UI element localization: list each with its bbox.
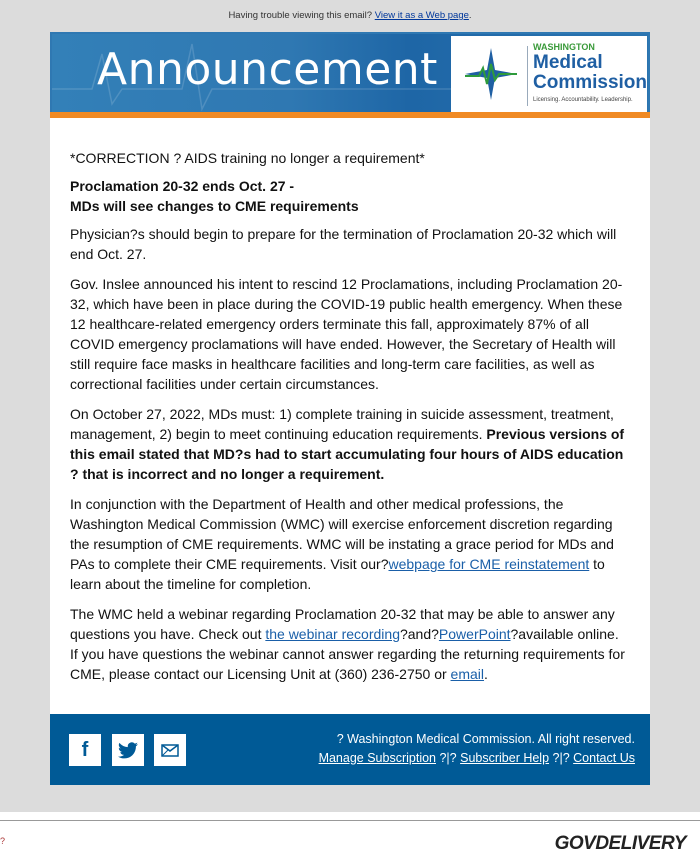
headline-line2: MDs will see changes to CME requirements <box>70 198 359 214</box>
footer <box>50 714 650 785</box>
contact-us-link[interactable]: Contact Us <box>573 751 635 765</box>
logo-washington: WASHINGTON <box>533 42 595 52</box>
logo-medical: Medical <box>533 52 603 73</box>
period: . <box>468 10 472 21</box>
paragraph-2: Gov. Inslee announced his intent to rescind 12 Proclamations, including Proclamation 20-32, which have been in place during the COVID-19 public health emergency. When these 12 healthcare-related emergency orders terminate this fall, approximately 87% of all COVID emergency proclamations will have ended. However, the Secretary of Health will still require face masks in healthcare facilities and long-term care facilities, as well as correctional facilities under certain circumstances. <box>70 276 623 392</box>
paragraph-1: Physician?s should begin to prepare for the termination of Proclamation 20-32 which will end Oct. 27. <box>70 226 617 262</box>
email-share-icon[interactable] <box>154 734 186 766</box>
paragraph-4 <box>70 494 630 594</box>
p4-end: to learn about the timeline for completion. <box>70 556 605 592</box>
email-body <box>50 118 650 714</box>
wmc-logo <box>451 36 647 112</box>
banner-title: Announcement <box>97 44 438 95</box>
p3-bold: Previous versions of this email stated that MD?s had to start accumulating four hours of AIDS education ? that is incorrect and no longer a requirement. <box>70 426 625 482</box>
preheader-text: Having trouble viewing this email? <box>228 10 373 21</box>
announcement-banner <box>50 32 650 112</box>
footer-links <box>319 730 635 768</box>
p4-text: In conjunction with the Department of Health and other medical professions, the Washington Medical Commission (WMC) will exercise enforcement discretion regarding the resumption of CME requirements. WMC will be instating a grace period for MDs and PAs to complete their CME requirements. Visit our? <box>70 496 614 572</box>
p3-text: On October 27, 2022, MDs must: 1) complete training in suicide assessment, treatment, management, 2) begin to meet continuing education requirements. <box>70 406 614 442</box>
email-link[interactable]: email <box>450 666 485 682</box>
webinar-recording-link[interactable]: the webinar recording <box>265 626 400 642</box>
logo-commission: Commission <box>533 72 648 93</box>
paragraph-5 <box>70 604 630 684</box>
paragraph-3 <box>70 404 630 484</box>
view-web-page-link[interactable]: View it as a Web page <box>374 10 469 21</box>
subscriber-help-link[interactable]: Subscriber Help <box>460 751 550 765</box>
bottom-bar <box>0 820 700 860</box>
p5-text: The WMC held a webinar regarding Proclamation 20-32 that may be able to answer any questions you have. Check out <box>70 606 615 642</box>
bottom-mark: ? <box>0 836 6 846</box>
p5-and: ?and? <box>399 626 439 642</box>
copyright: ? Washington Medical Commission. All right reserved. <box>336 732 635 746</box>
wmc-logo-icon <box>463 46 519 102</box>
govdelivery-logo[interactable]: GOVDELIVERY <box>554 833 686 854</box>
preheader <box>0 10 700 32</box>
correction-note: *CORRECTION ? AIDS training no longer a requirement* <box>70 150 425 166</box>
headline-line1: Proclamation 20-32 ends Oct. 27 - <box>70 178 295 194</box>
cme-reinstatement-link[interactable]: webpage for CME reinstatement <box>388 556 590 572</box>
twitter-icon[interactable] <box>112 734 144 766</box>
separator: ?|? <box>436 751 461 765</box>
p5-end: . <box>484 666 488 682</box>
headline <box>70 176 630 216</box>
p5-text2: ?available online. If you have questions the webinar cannot answer regarding the returning requirements for CME, please contact our Licensing Unit at (360) 236-2750 or <box>70 626 625 682</box>
manage-subscription-link[interactable]: Manage Subscription <box>318 751 436 765</box>
powerpoint-link[interactable]: PowerPoint <box>438 626 511 642</box>
logo-tagline: Licensing. Accountability. Leadership. <box>533 97 633 103</box>
facebook-icon[interactable]: f <box>69 734 101 766</box>
separator: ?|? <box>549 751 574 765</box>
